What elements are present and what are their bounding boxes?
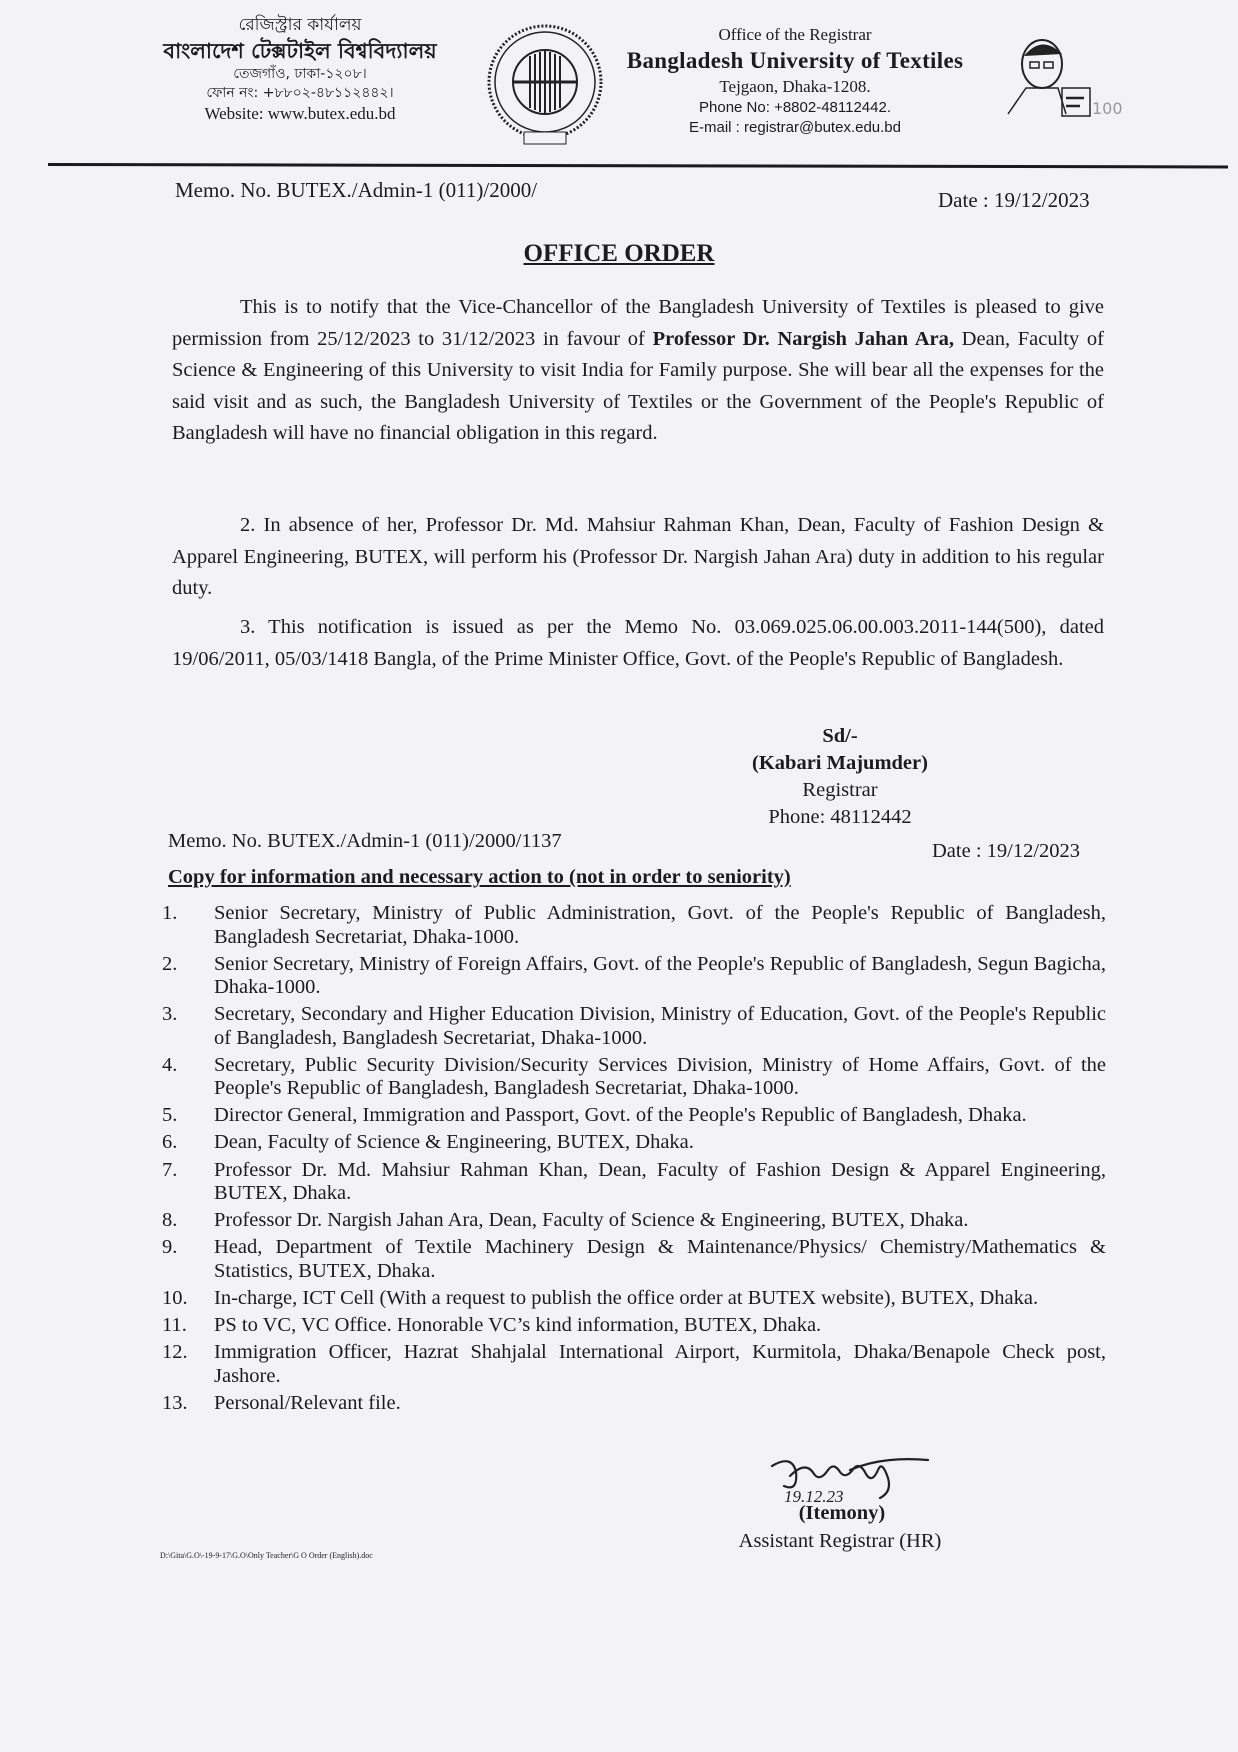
sd-mark: Sd/- — [822, 725, 858, 747]
page-title: OFFICE ORDER — [523, 240, 715, 267]
list-item: 11. PS to VC, VC Office. Honorable VC’s kind information, BUTEX, Dhaka. — [162, 1313, 822, 1336]
list-item: 4. Secretary, Public Security Division/Security Services Division, Ministry of Home Affairs, Govt. of the People's Republic of Bangladesh, Bangladesh Secretariat, Dhaka-1000. — [162, 1053, 1106, 1100]
mujib-100-portrait-icon — [1004, 28, 1122, 124]
list-item: 12. Immigration Officer, Hazrat Shahjalal International Airport, Kurmitola, Dhaka/Benapole Check post, Jashore. — [162, 1341, 1106, 1387]
registrar-signature-block — [720, 723, 960, 831]
list-item: 1. Senior Secretary, Ministry of Public Administration, Govt. of the People's Republic of Bangladesh, Bangladesh Secretariat, Dhaka-1000. — [162, 902, 1106, 948]
memo-date-2: Date : 19/12/2023 — [932, 840, 1081, 862]
paragraph-1-text-a: This is to notify that the Vice-Chancellor of the Bangladesh University of Textiles is pleased to give permission from 25/12/2023 to 31/12/2023 in favour of — [172, 296, 1104, 350]
memo-number-2: Memo. No. BUTEX./Admin-1 (011)/2000/1137 — [168, 830, 562, 852]
copy-heading: Copy for information and necessary action to (not in order to seniority) — [168, 866, 791, 888]
paragraph-1-text-b: Dean, Faculty of Science & Engineering of this University to visit India for Family purpose. She will bear all the expenses for the said visit and as such, the Bangladesh University of Textiles or the Government of the People's Republic of Bangladesh will have no financial obligation in this regard. — [172, 327, 1105, 444]
bn-address: তেজগাঁও, ঢাকা-১২০৮। — [233, 66, 367, 83]
office-name: Office of the Registrar — [718, 25, 872, 44]
memo-date: Date : 19/12/2023 — [938, 188, 1090, 212]
list-item: 5. Director General, Immigration and Passport, Govt. of the People's Republic of Bangladesh, Dhaka. — [162, 1104, 1027, 1127]
website: Website: www.butex.edu.bd — [204, 104, 396, 124]
header-divider — [48, 163, 1228, 168]
paragraph-1 — [172, 292, 1104, 450]
list-item: 13. Personal/Relevant file. — [162, 1391, 401, 1414]
paragraph-1-name: Professor Dr. Nargish Jahan Ara, — [652, 327, 954, 350]
distribution-list — [162, 902, 1106, 1419]
address: Tejgaon, Dhaka-1208. — [719, 76, 871, 96]
letterhead-bangla — [150, 14, 450, 126]
registrar-name: (Kabari Majumder) — [752, 752, 928, 774]
list-item: 3. Secretary, Secondary and Higher Education Division, Ministry of Education, Govt. of the People's Republic of Bangladesh, Bangladesh Secretariat, Dhaka-1000. — [162, 1003, 1106, 1049]
bn-university-name: বাংলাদেশ টেক্সটাইল বিশ্ববিদ্যালয় — [163, 38, 437, 63]
university-seal-icon — [484, 20, 606, 152]
list-item: 6. Dean, Faculty of Science & Engineering, BUTEX, Dhaka. — [162, 1131, 694, 1154]
paragraph-2-text: 2. In absence of her, Professor Dr. Md. Mahsiur Rahman Khan, Dean, Faculty of Fashion Design & Apparel Engineering, BUTEX, will perform his (Professor Dr. Nargish Jahan Ara) duty in addition to his regular duty. — [172, 514, 1104, 599]
paragraph-3 — [172, 612, 1104, 675]
letterhead-english — [600, 24, 990, 137]
list-item: 2. Senior Secretary, Ministry of Foreign Affairs, Govt. of the People's Republic of Bangladesh, Segun Bagicha, Dhaka-1000. — [162, 952, 1106, 999]
list-item: 10. In-charge, ICT Cell (With a request to publish the office order at BUTEX website), BUTEX, Dhaka. — [162, 1286, 1039, 1309]
assistant-registrar-designation: Assistant Registrar (HR) — [738, 1530, 942, 1552]
svg-text:19.12.23: 19.12.23 — [784, 1487, 844, 1506]
phone: Phone No: +8802-48112442. — [699, 99, 891, 117]
list-item: 9. Head, Department of Textile Machinery Design & Maintenance/Physics/ Chemistry/Mathematics & Statistics, BUTEX, Dhaka. — [162, 1236, 1106, 1282]
paragraph-2 — [172, 510, 1104, 605]
university-name: Bangladesh University of Textiles — [626, 48, 964, 74]
list-item: 8. Professor Dr. Nargish Jahan Ara, Dean, Faculty of Science & Engineering, BUTEX, Dhaka. — [162, 1209, 969, 1232]
paragraph-3-text: 3. This notification is issued as per the Memo No. 03.069.025.06.00.003.2011-144(500), dated 19/06/2011, 05/03/1418 Bangla, of the Prime Minister Office, Govt. of the People's Republic of Bangladesh. — [172, 616, 1104, 670]
memo-number: Memo. No. BUTEX./Admin-1 (011)/2000/ — [175, 178, 538, 202]
registrar-phone: Phone: 48112442 — [768, 806, 912, 828]
registrar-designation: Registrar — [802, 779, 878, 801]
list-item: 7. Professor Dr. Md. Mahsiur Rahman Khan, Dean, Faculty of Fashion Design & Apparel Engineering, BUTEX, Dhaka. — [162, 1158, 1106, 1205]
bn-office-name: রেজিস্ট্রার কার্যালয় — [238, 15, 362, 35]
email: E-mail : registrar@butex.edu.bd — [689, 118, 901, 136]
file-path-footer: D:\Gita\G.O\-19-9-17\G.O\Only Teacher\G O Order (English).doc — [160, 1551, 373, 1560]
bn-phone: ফোন নং: +৮৮০২-৪৮১১২৪৪২। — [206, 85, 394, 102]
svg-text:100: 100 — [1092, 99, 1122, 118]
assistant-registrar-name: (Itemony) — [798, 1502, 886, 1524]
